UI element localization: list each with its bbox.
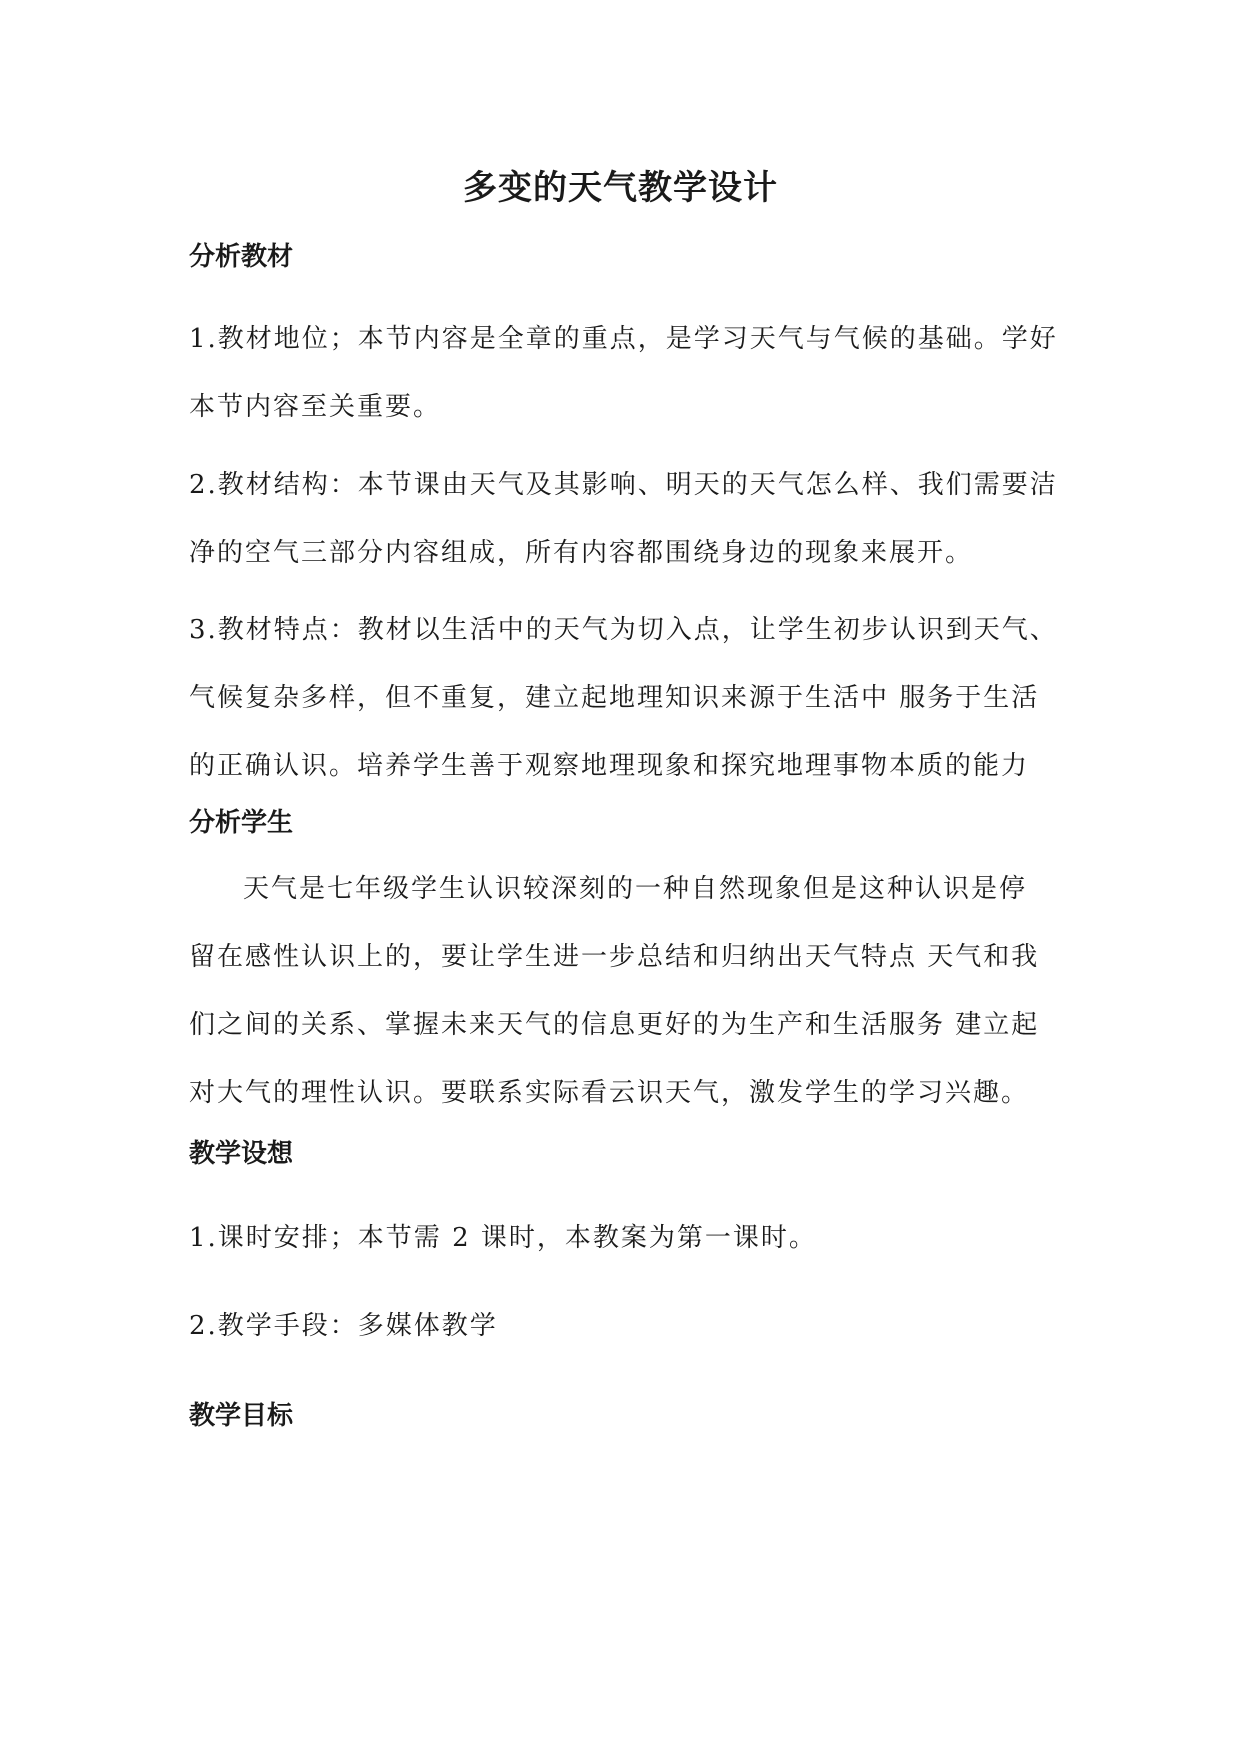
text-line: 对大气的理性认识。要联系实际看云识天气，激发学生的学习兴趣。 [189, 1078, 1030, 1108]
section-heading-teaching-plan: 教学设想 [189, 1139, 294, 1169]
section-heading-analyze-students: 分析学生 [189, 808, 294, 838]
paragraph-student-analysis [189, 855, 1059, 1127]
text-line: 气候复杂多样，但不重复，建立起地理知识来源于生活中 服务于生活 [189, 683, 1040, 713]
paragraph-class-schedule [189, 1204, 1059, 1272]
text-line: 3.教材特点：教材以生活中的天气为切入点，让学生初步认识到天气、 [189, 615, 1058, 645]
paragraph-textbook-features [189, 596, 1059, 800]
paragraph-textbook-position [189, 305, 1059, 441]
paragraph-textbook-structure [189, 451, 1059, 587]
text-line: 2.教学手段：多媒体教学 [189, 1311, 498, 1341]
document-title: 多变的天气教学设计 [463, 168, 778, 208]
text-line: 们之间的关系、掌握未来天气的信息更好的为生产和生活服务 建立起 [189, 1010, 1040, 1040]
paragraph-teaching-method [189, 1292, 1059, 1360]
section-heading-analyze-textbook: 分析教材 [189, 242, 294, 272]
text-line: 净的空气三部分内容组成，所有内容都围绕身边的现象来展开。 [189, 538, 974, 568]
text-line: 留在感性认识上的，要让学生进一步总结和归纳出天气特点 天气和我 [189, 942, 1040, 972]
text-line: 天气是七年级学生认识较深刻的一种自然现象但是这种认识是停 [243, 874, 1028, 904]
text-line: 2.教材结构：本节课由天气及其影响、明天的天气怎么样、我们需要洁 [189, 470, 1058, 500]
text-line: 本节内容至关重要。 [189, 392, 442, 422]
text-line: 1.课时安排；本节需 2 课时，本教案为第一课时。 [189, 1223, 817, 1253]
text-line: 的正确认识。培养学生善于观察地理现象和探究地理事物本质的能力 [189, 751, 1030, 781]
section-heading-teaching-goals: 教学目标 [189, 1401, 294, 1431]
text-line: 1.教材地位；本节内容是全章的重点，是学习天气与气候的基础。学好 [189, 324, 1058, 354]
